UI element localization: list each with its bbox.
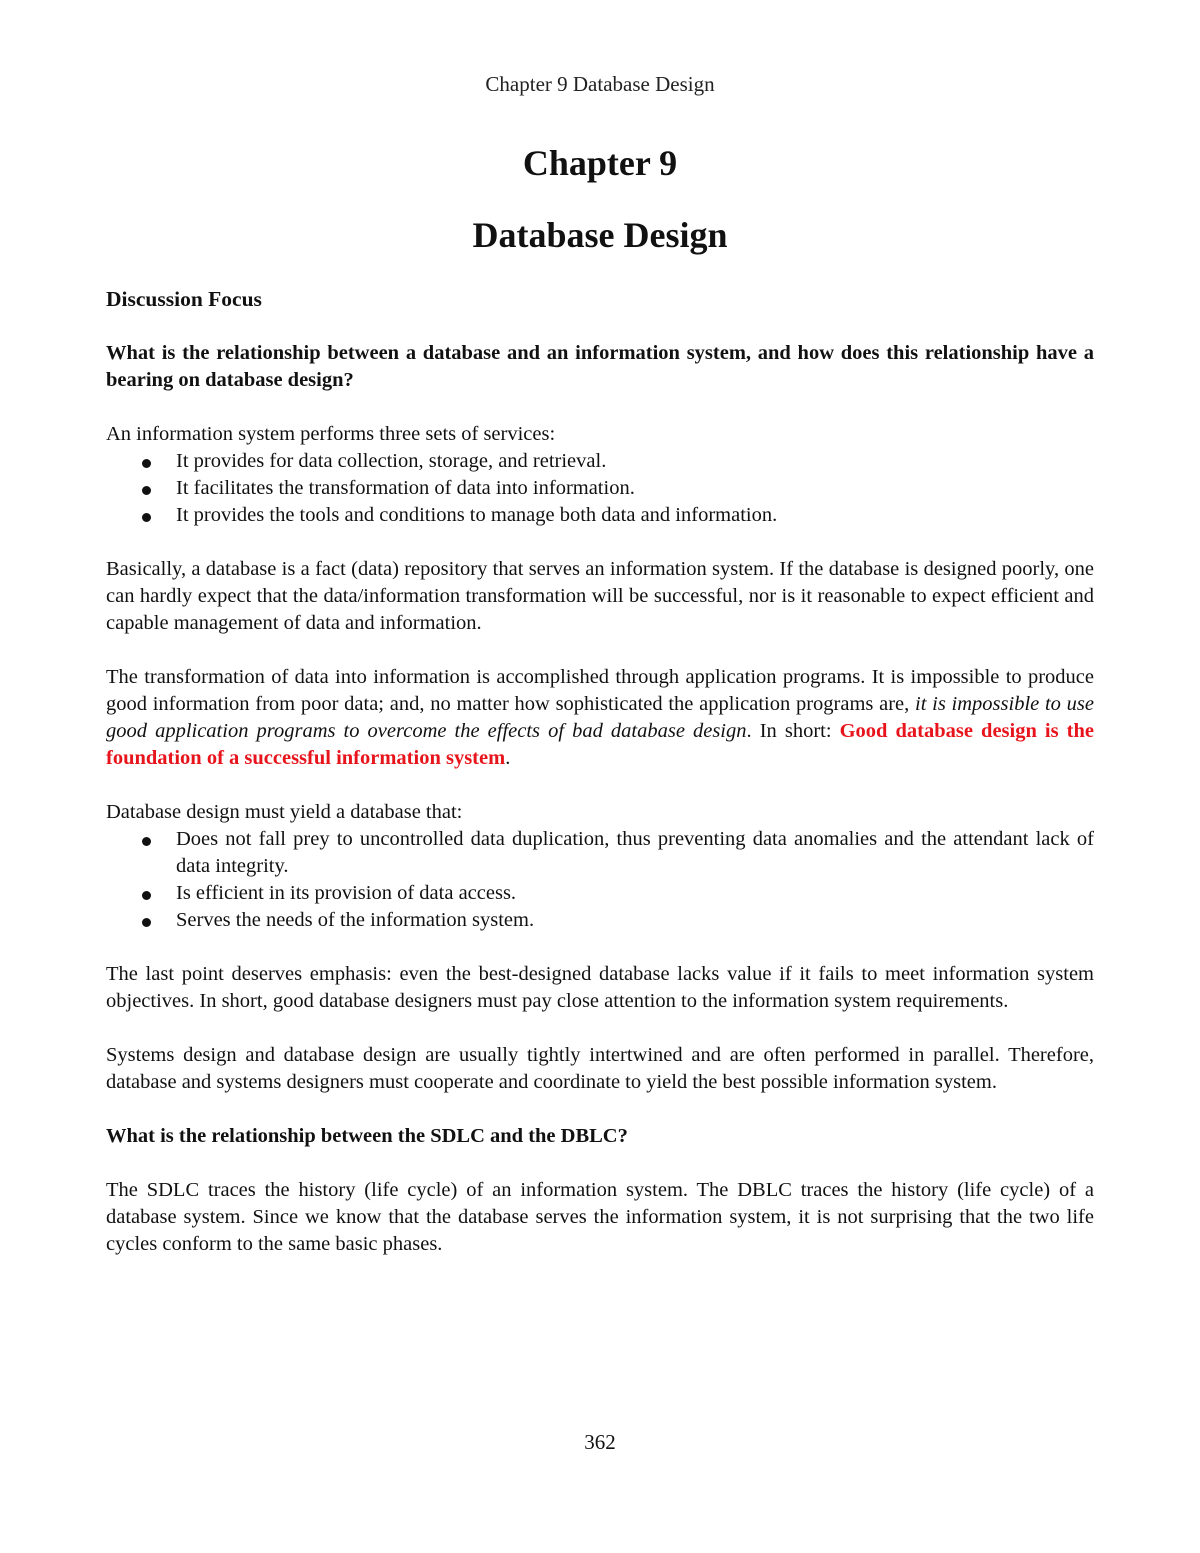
running-header: Chapter 9 Database Design — [485, 72, 715, 96]
section-heading: Discussion Focus — [106, 287, 262, 311]
list-item-text: Does not fall prey to uncontrolled data duplication, thus preventing data anomalies and the attendant lack of data integrity. — [176, 828, 1094, 877]
key-statement: Good database design is the foundation of a successful information system — [106, 720, 1094, 769]
list-item — [106, 826, 1094, 880]
list-item-text: It facilitates the transformation of data into information. — [176, 477, 635, 499]
bullet-icon — [142, 891, 151, 900]
paragraph-parallel: Systems design and database design are usually tightly intertwined and are often performed in parallel. Therefore, database and systems designers must cooperate and coordinate to yield the best possible information system. — [106, 1044, 1094, 1093]
chapter-subtitle: Database Design — [472, 215, 728, 255]
services-list — [106, 448, 1094, 529]
emphasis-text: it is impossible to use good application programs to overcome the effects of bad database design — [106, 693, 1094, 742]
yield-list — [106, 826, 1094, 934]
list-item-text: Is efficient in its provision of data access. — [176, 882, 517, 904]
paragraph-text: . — [505, 747, 511, 769]
paragraph-sdlc-dblc: The SDLC traces the history (life cycle) of an information system. The DBLC traces the history (life cycle) of a database system. Since we know that the database serves the information system, it is not surprising that the two life cycles conform to the same basic phases. — [106, 1179, 1094, 1255]
list-item — [106, 448, 1094, 475]
bullet-icon — [142, 459, 151, 468]
paragraph-transformation — [106, 664, 1094, 772]
bullet-icon — [142, 918, 151, 927]
question-2: What is the relationship between the SDLC and the DBLC? — [106, 1125, 628, 1147]
list-item-text: Serves the needs of the information system. — [176, 909, 535, 931]
list-item — [106, 475, 1094, 502]
question-1: What is the relationship between a database and an information system, and how does this relationship have a bearing on database design? — [106, 342, 1094, 391]
yield-intro: Database design must yield a database that: — [106, 801, 463, 823]
list-item-text: It provides for data collection, storage, and retrieval. — [176, 450, 607, 472]
bullet-icon — [142, 513, 151, 522]
list-item-text: It provides the tools and conditions to manage both data and information. — [176, 504, 778, 526]
chapter-title: Chapter 9 — [522, 143, 678, 183]
bullet-icon — [142, 837, 151, 846]
bullet-icon — [142, 486, 151, 495]
paragraph-repository: Basically, a database is a fact (data) repository that serves an information system. If the database is designed poorly, one can hardly expect that the data/information transformation will be successful, nor is it reasonable to expect efficient and capable management of data and information. — [106, 558, 1094, 634]
paragraph-text: . In short: — [746, 720, 840, 742]
page-number: 362 — [584, 1430, 616, 1454]
body-content — [106, 286, 1094, 1285]
list-item — [106, 907, 1094, 934]
paragraph-text: The transformation of data into information is accomplished through application programs. It is impossible to produce good information from poor data; and, no matter how sophisticated the application programs are, — [106, 666, 1094, 715]
services-intro: An information system performs three sets of services: — [106, 423, 556, 445]
list-item — [106, 880, 1094, 907]
paragraph-emphasis: The last point deserves emphasis: even the best-designed database lacks value if it fails to meet information system objectives. In short, good database designers must pay close attention to the information system requirements. — [106, 963, 1094, 1012]
list-item — [106, 502, 1094, 529]
